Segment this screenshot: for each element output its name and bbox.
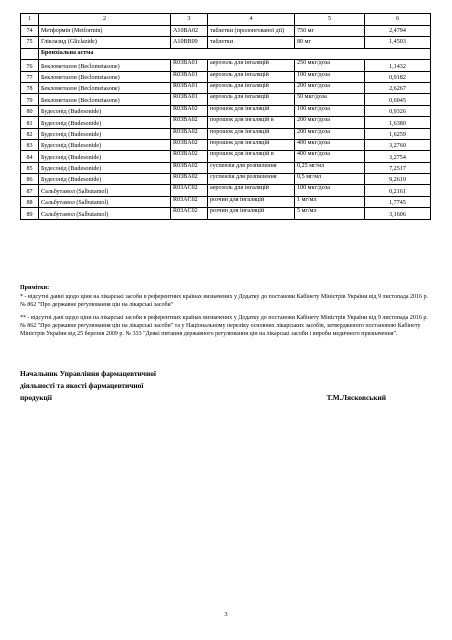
column-header: 4 xyxy=(208,14,295,26)
cell-atc: R03AC02 xyxy=(171,196,208,207)
cell-form: порошок для інгаляцій в xyxy=(208,151,295,162)
cell-name: Будесонід (Budesonide) xyxy=(39,105,171,116)
medicine-price-table xyxy=(20,13,431,220)
cell-n: 84 xyxy=(21,151,39,162)
cell-n: 75 xyxy=(21,37,39,48)
cell-name: Будесонід (Budesonide) xyxy=(39,162,171,173)
note-single-asterisk: * - відсутні данні щодо ціни на лікарські засоби в референтних країнах визначених у Додатку до постанови Кабінету Міністрів України від 9 листопада 2016 р. № 862 "Про державне регулювання цін на лікарські засоби" xyxy=(20,294,429,309)
cell-name: Беклометазон (Beclometasone) xyxy=(39,60,171,71)
cell-n: 79 xyxy=(21,94,39,105)
table-row xyxy=(21,105,431,116)
cell-n: 85 xyxy=(21,162,39,173)
cell-form: порошок для інгаляцій xyxy=(208,128,295,139)
cell-price: 0,9182 xyxy=(365,71,431,82)
notes-section xyxy=(20,284,432,342)
cell-dose: 1 мг/мл xyxy=(295,196,365,207)
cell-dose: 400 мкг/доза xyxy=(295,151,365,162)
cell-price: 0,9326 xyxy=(365,105,431,116)
cell-name: Сальбутамол (Salbutamol) xyxy=(39,196,171,207)
cell-price: 2,4794 xyxy=(365,26,431,37)
cell-dose: 400 мкг/доза xyxy=(295,139,365,150)
table-row xyxy=(21,208,431,219)
table-row xyxy=(21,82,431,93)
table-row xyxy=(21,139,431,150)
cell-n: 80 xyxy=(21,105,39,116)
cell-price: 1,6259 xyxy=(365,128,431,139)
cell-form: розчин для інгаляцій xyxy=(208,196,295,207)
cell-n: 74 xyxy=(21,26,39,37)
table-row xyxy=(21,71,431,82)
cell-dose: 80 мг xyxy=(295,37,365,48)
cell-n: 76 xyxy=(21,60,39,71)
cell-name: Будесонід (Budesonide) xyxy=(39,128,171,139)
cell-atc: R03BA02 xyxy=(171,174,208,185)
cell-atc: R03BA01 xyxy=(171,71,208,82)
cell-name: Будесонід (Budesonide) xyxy=(39,174,171,185)
cell-name: Беклометазон (Beclometasone) xyxy=(39,71,171,82)
cell-dose: 100 мкг/доза xyxy=(295,71,365,82)
cell-n: 87 xyxy=(21,185,39,196)
cell-atc: A10BA02 xyxy=(171,26,208,37)
cell-name: Беклометазон (Beclometasone) xyxy=(39,94,171,105)
cell-atc: R03AC02 xyxy=(171,185,208,196)
cell-form: аерозоль для інгаляцій xyxy=(208,71,295,82)
cell-atc: R03BA02 xyxy=(171,151,208,162)
cell-form: розчин для інгаляцій xyxy=(208,208,295,219)
cell-form: суспензія для розпилення xyxy=(208,174,295,185)
cell-name: Гліклазид (Gliclazide) xyxy=(39,37,171,48)
cell-price: 9,2610 xyxy=(365,174,431,185)
cell-atc: R03BA01 xyxy=(171,82,208,93)
table-row xyxy=(21,196,431,207)
cell-name: Беклометазон (Beclometasone) xyxy=(39,82,171,93)
signature-position-line3: продукції xyxy=(20,393,52,402)
cell-price: 1,4503 xyxy=(365,37,431,48)
cell-atc: R03BA02 xyxy=(171,139,208,150)
column-header: 1 xyxy=(21,14,39,26)
cell-form: аерозоль для інгаляцій xyxy=(208,94,295,105)
cell-name: Будесонід (Budesonide) xyxy=(39,117,171,128)
cell-form: порошок для інгаляцій xyxy=(208,139,295,150)
section-row xyxy=(21,48,431,59)
cell-dose: 0,5 мг/мл xyxy=(295,174,365,185)
table-row xyxy=(21,117,431,128)
cell-atc: R03BA02 xyxy=(171,128,208,139)
cell-price: 3,2760 xyxy=(365,139,431,150)
cell-form: порошок для інгаляцій в xyxy=(208,117,295,128)
notes-title: Примітки: xyxy=(20,285,50,291)
cell-n: 81 xyxy=(21,117,39,128)
cell-dose: 0,25 мг/мл xyxy=(295,162,365,173)
cell-dose: 100 мкг/доза xyxy=(295,185,365,196)
signatory-name: Т.М.Лясковський xyxy=(326,393,386,402)
cell-dose: 50 мкг/доза xyxy=(295,94,365,105)
cell-price: 3,2754 xyxy=(365,151,431,162)
column-header: 2 xyxy=(39,14,171,26)
cell-dose: 750 мг xyxy=(295,26,365,37)
column-header: 3 xyxy=(171,14,208,26)
page-number: 3 xyxy=(224,611,228,618)
cell-name: Будесонід (Budesonide) xyxy=(39,151,171,162)
column-header: 6 xyxy=(365,14,431,26)
cell-form: аерозоль для інгаляцій xyxy=(208,82,295,93)
note-double-asterisk: ** - відсутні дані щодо ціни на лікарські засоби в референтних країнах визначених у Додатку до постанови Кабінету Міністрів України від 9 листопада 2016 р. № 862 "Про державне регулювання цін на лікарські засоби" та у Національному переліку основних лікарських засобів, затвердженого постановою Кабінету Міністрів України від 25 березня 2009 р. № 333 "Деякі питання державного регулювання цін на лікарські засоби і вироби медичного призначення". xyxy=(20,314,428,338)
cell-price: 3,1606 xyxy=(365,208,431,219)
table-row xyxy=(21,185,431,196)
cell-name: Будесонід (Budesonide) xyxy=(39,139,171,150)
signature-position-line2: діяльності та якості фармацевтичної xyxy=(20,381,144,390)
cell-n: 77 xyxy=(21,71,39,82)
cell-form: аерозоль для інгаляцій xyxy=(208,60,295,71)
signature-block xyxy=(20,368,432,404)
cell-form: порошок для інгаляцій xyxy=(208,105,295,116)
cell-dose: 100 мкг/доза xyxy=(295,105,365,116)
signature-position-line1: Начальник Управління фармацевтичної xyxy=(20,369,156,378)
cell-name: Сальбутамол (Salbutamol) xyxy=(39,208,171,219)
cell-n: 89 xyxy=(21,208,39,219)
table-body xyxy=(21,14,431,220)
cell-price: 0,2161 xyxy=(365,185,431,196)
cell-dose: 250 мкг/доза xyxy=(295,60,365,71)
cell-dose: 200 мкг/доза xyxy=(295,128,365,139)
cell-n: 83 xyxy=(21,139,39,150)
table-row xyxy=(21,128,431,139)
cell-dose: 200 мкг/доза xyxy=(295,82,365,93)
cell-atc: R03BA02 xyxy=(171,117,208,128)
cell-price: 1,7745 xyxy=(365,196,431,207)
cell-n: 88 xyxy=(21,196,39,207)
cell-form: аерозоль для інгаляцій xyxy=(208,185,295,196)
cell-name: Сальбутамол (Salbutamol) xyxy=(39,185,171,196)
cell-n: 82 xyxy=(21,128,39,139)
cell-atc: R03BA01 xyxy=(171,60,208,71)
column-header: 5 xyxy=(295,14,365,26)
table-row xyxy=(21,162,431,173)
table-row xyxy=(21,174,431,185)
table-row xyxy=(21,26,431,37)
cell-atc: R03AC02 xyxy=(171,208,208,219)
table-row xyxy=(21,60,431,71)
cell-n: 86 xyxy=(21,174,39,185)
cell-atc: R03BA02 xyxy=(171,162,208,173)
cell-price: 0,6045 xyxy=(365,94,431,105)
cell-form: суспензія для розпилення xyxy=(208,162,295,173)
cell-form: таблетки (пролонгованої дії) xyxy=(208,26,295,37)
cell-dose: 5 мг/мл xyxy=(295,208,365,219)
cell-atc: A10BB09 xyxy=(171,37,208,48)
cell-dose: 200 мкг/доза xyxy=(295,117,365,128)
cell-price: 1,1432 xyxy=(365,60,431,71)
cell-n: 78 xyxy=(21,82,39,93)
table-row xyxy=(21,94,431,105)
cell-form: таблетки xyxy=(208,37,295,48)
table-row xyxy=(21,37,431,48)
section-blank-cell xyxy=(21,48,39,59)
cell-price: 7,2517 xyxy=(365,162,431,173)
cell-price: 2,6267 xyxy=(365,82,431,93)
table-row xyxy=(21,151,431,162)
cell-atc: R03BA02 xyxy=(171,105,208,116)
cell-price: 1,6380 xyxy=(365,117,431,128)
cell-name: Метформін (Metformin) xyxy=(39,26,171,37)
cell-atc: R03BA01 xyxy=(171,94,208,105)
table-header-row xyxy=(21,14,431,26)
section-label: Бронхіальна астма xyxy=(39,48,431,59)
